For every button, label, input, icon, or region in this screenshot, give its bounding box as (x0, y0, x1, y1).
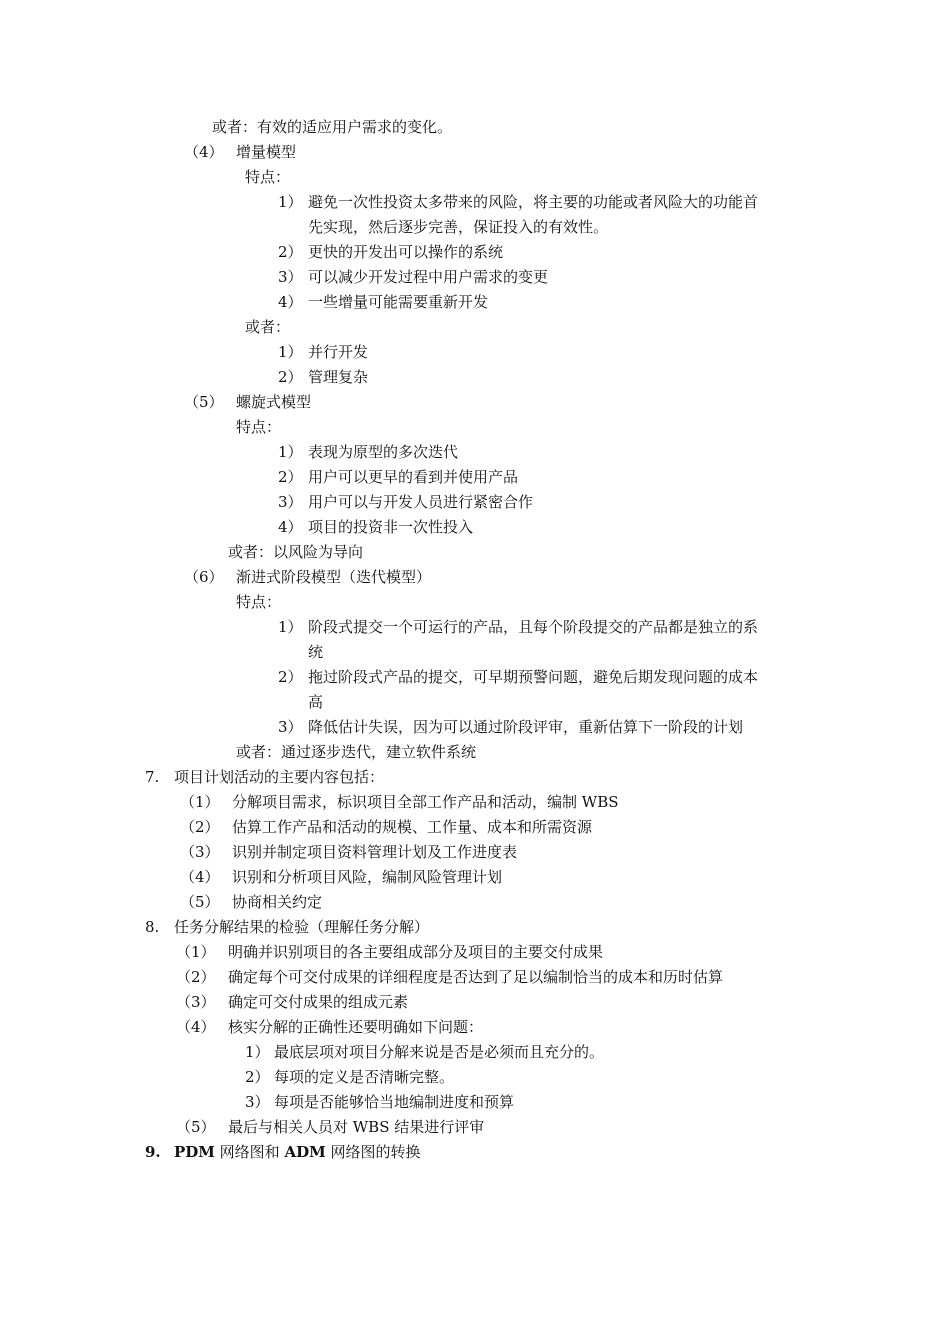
list-marker: 2） (278, 243, 303, 261)
label: 特点： (236, 418, 282, 436)
list-item-text: 高 (308, 693, 324, 711)
list-item-text: 用户可以更早的看到并使用产品 (308, 468, 519, 486)
list-item-text: 避免一次性投资太多带来的风险，将主要的功能或者风险大的功能首 (308, 193, 759, 211)
list-marker: 1） (245, 1043, 270, 1061)
list-marker: （4） (180, 868, 220, 886)
list-item-text: 先实现，然后逐步完善，保证投入的有效性。 (308, 218, 609, 236)
list-marker: 2） (278, 668, 303, 686)
list-item-text: 管理复杂 (308, 368, 369, 386)
list-item-text: 识别和分析项目风险，编制风险管理计划 (232, 868, 503, 886)
list-item-text: 确定可交付成果的组成元素 (228, 993, 409, 1011)
list-item-text: 更快的开发出可以操作的系统 (308, 243, 504, 261)
text-line: 或者：以风险为导向 (228, 543, 364, 561)
list-marker: （5） (184, 393, 224, 411)
list-item-text: 最底层项对项目分解来说是否是必须而且充分的。 (274, 1043, 605, 1061)
section-heading: 渐进式阶段模型（迭代模型） (236, 568, 432, 586)
list-marker: （4） (184, 143, 224, 161)
text-line: 或者：有效的适应用户需求的变化。 (212, 118, 453, 136)
list-marker: 1） (278, 193, 303, 211)
list-marker: （2） (180, 818, 220, 836)
list-marker: 2） (278, 368, 303, 386)
list-item-text: 分解项目需求，标识项目全部工作产品和活动，编制 WBS (232, 793, 619, 811)
list-item-text: 用户可以与开发人员进行紧密合作 (308, 493, 534, 511)
list-marker: 3） (245, 1093, 270, 1111)
list-item-text: 每项是否能够恰当地编制进度和预算 (274, 1093, 515, 1111)
list-marker: 3） (278, 718, 303, 736)
list-item-text: 协商相关约定 (232, 893, 323, 911)
list-marker: （1） (180, 793, 220, 811)
list-item-text: 明确并识别项目的各主要组成部分及项目的主要交付成果 (228, 943, 604, 961)
list-marker: （3） (180, 843, 220, 861)
list-item-text: 可以减少开发过程中用户需求的变更 (308, 268, 549, 286)
heading-term-pdm: PDM (174, 1143, 215, 1161)
list-item-text: 识别并制定项目资料管理计划及工作进度表 (232, 843, 518, 861)
list-marker: 2） (245, 1068, 270, 1086)
list-marker: （3） (176, 993, 216, 1011)
section-heading: 项目计划活动的主要内容包括： (174, 768, 385, 786)
list-marker: 4） (278, 293, 303, 311)
heading-text: 网络图的转换 (325, 1143, 421, 1161)
list-item-text: 确定每个可交付成果的详细程度是否达到了足以编制恰当的成本和历时估算 (228, 968, 724, 986)
list-marker: （5） (176, 1118, 216, 1136)
label: 特点： (236, 593, 282, 611)
list-item-text: 项目的投资非一次性投入 (308, 518, 474, 536)
label: 或者： (245, 318, 291, 336)
list-marker: （4） (176, 1018, 216, 1036)
heading-text: 网络图和 (214, 1143, 285, 1161)
heading-term-adm: ADM (284, 1143, 326, 1161)
text-line: 或者：通过逐步迭代，建立软件系统 (236, 743, 477, 761)
list-item-text: 表现为原型的多次迭代 (308, 443, 459, 461)
list-marker: 7. (145, 768, 160, 786)
list-marker: 8. (145, 918, 160, 936)
list-marker: （5） (180, 893, 220, 911)
list-item-text: 每项的定义是否清晰完整。 (274, 1068, 455, 1086)
list-marker: （6） (184, 568, 224, 586)
list-item-text: 估算工作产品和活动的规模、工作量、成本和所需资源 (232, 818, 593, 836)
list-item-text: 核实分解的正确性还要明确如下问题： (228, 1018, 484, 1036)
list-marker: 4） (278, 518, 303, 536)
section-heading: 螺旋式模型 (236, 393, 312, 411)
list-marker: 3） (278, 268, 303, 286)
list-marker: 2） (278, 468, 303, 486)
list-marker: 9. (145, 1143, 161, 1161)
list-marker: 1） (278, 343, 303, 361)
list-item-text: 降低估计失误，因为可以通过阶段评审，重新估算下一阶段的计划 (308, 718, 744, 736)
list-marker: （2） (176, 968, 216, 986)
list-marker: 1） (278, 443, 303, 461)
label: 特点： (245, 168, 291, 186)
list-marker: 1） (278, 618, 303, 636)
section-heading (174, 1141, 420, 1163)
list-item-text: 统 (308, 643, 324, 661)
list-item-text: 一些增量可能需要重新开发 (308, 293, 489, 311)
list-item-text: 阶段式提交一个可运行的产品，且每个阶段提交的产品都是独立的系 (308, 618, 759, 636)
section-heading: 增量模型 (236, 143, 297, 161)
list-item-text: 最后与相关人员对 WBS 结果进行评审 (228, 1118, 485, 1136)
list-item-text: 拖过阶段式产品的提交，可早期预警问题，避免后期发现问题的成本 (308, 668, 759, 686)
list-marker: （1） (176, 943, 216, 961)
list-item-text: 并行开发 (308, 343, 369, 361)
list-marker: 3） (278, 493, 303, 511)
section-heading: 任务分解结果的检验（理解任务分解） (174, 918, 430, 936)
